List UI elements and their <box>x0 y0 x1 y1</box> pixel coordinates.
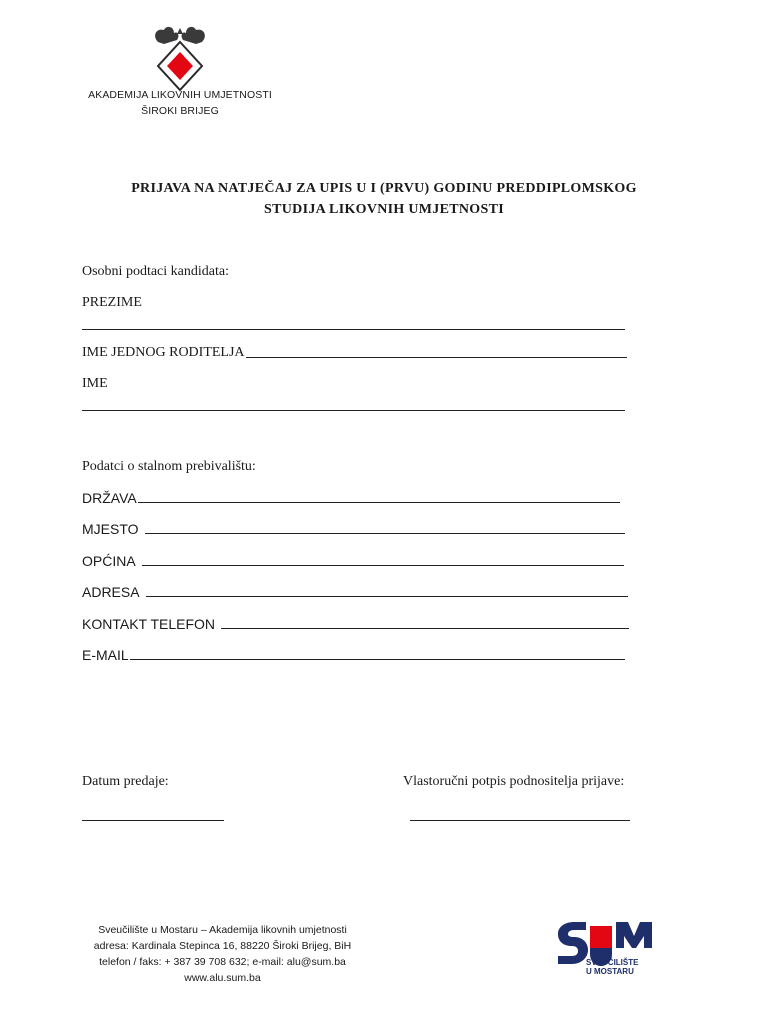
parent-name-line[interactable] <box>246 357 627 358</box>
date-line[interactable] <box>82 820 224 821</box>
email-field[interactable] <box>82 647 625 663</box>
signature-label: Vlastoručni potpis podnositelja prijave: <box>403 774 625 789</box>
form-title-line2: STUDIJA LIKOVNIH UMJETNOSTI <box>264 202 504 217</box>
place-line[interactable] <box>145 533 625 534</box>
parent-name-field[interactable] <box>82 345 627 361</box>
address-line[interactable] <box>146 596 628 597</box>
municipality-line[interactable] <box>142 565 624 566</box>
address-label: ADRESA <box>82 584 140 600</box>
footer-contact: telefon / faks: + 387 39 708 632; e-mail: alu@sum.ba <box>99 956 346 968</box>
phone-field[interactable] <box>82 616 629 632</box>
academy-logo-icon <box>150 22 210 92</box>
sum-logo-text-line1: SVEUČILIŠTE <box>586 958 639 967</box>
name-line[interactable] <box>82 410 625 411</box>
institution-name: AKADEMIJA LIKOVNIH UMJETNOSTI <box>88 89 272 101</box>
place-field[interactable] <box>82 521 625 537</box>
phone-line[interactable] <box>221 628 629 629</box>
surname-label: PREZIME <box>82 295 142 310</box>
footer-address: adresa: Kardinala Stepinca 16, 88220 Široki Brijeg, BiH <box>93 940 352 952</box>
phone-label: KONTAKT TELEFON <box>82 616 216 632</box>
country-line[interactable] <box>138 502 620 503</box>
form-title-line1: PRIJAVA NA NATJEČAJ ZA UPIS U I (PRVU) GODINU PREDDIPLOMSKOG <box>131 181 637 196</box>
footer-website: www.alu.sum.ba <box>184 972 261 984</box>
country-label: DRŽAVA <box>82 490 137 506</box>
parent-name-label: IME JEDNOG RODITELJA <box>82 345 245 360</box>
municipality-label: OPĆINA <box>82 553 136 569</box>
date-label: Datum predaje: <box>82 774 169 789</box>
municipality-field[interactable] <box>82 553 624 569</box>
surname-line[interactable] <box>82 329 625 330</box>
personal-data-heading: Osobni podtaci kandidata: <box>82 264 229 279</box>
name-label: IME <box>82 376 108 391</box>
signature-line[interactable] <box>410 820 630 821</box>
country-field[interactable] <box>82 490 620 506</box>
email-label: E-MAIL <box>82 647 129 663</box>
address-field[interactable] <box>82 584 628 600</box>
residence-heading: Podatci o stalnom prebivalištu: <box>82 459 256 474</box>
footer-institution: Sveučilište u Mostaru – Akademija likovnih umjetnosti <box>98 924 347 936</box>
email-line[interactable] <box>130 659 625 660</box>
place-label: MJESTO <box>82 521 139 537</box>
sum-logo-text-line2: U MOSTARU <box>586 967 634 976</box>
institution-city: ŠIROKI BRIJEG <box>141 105 219 117</box>
